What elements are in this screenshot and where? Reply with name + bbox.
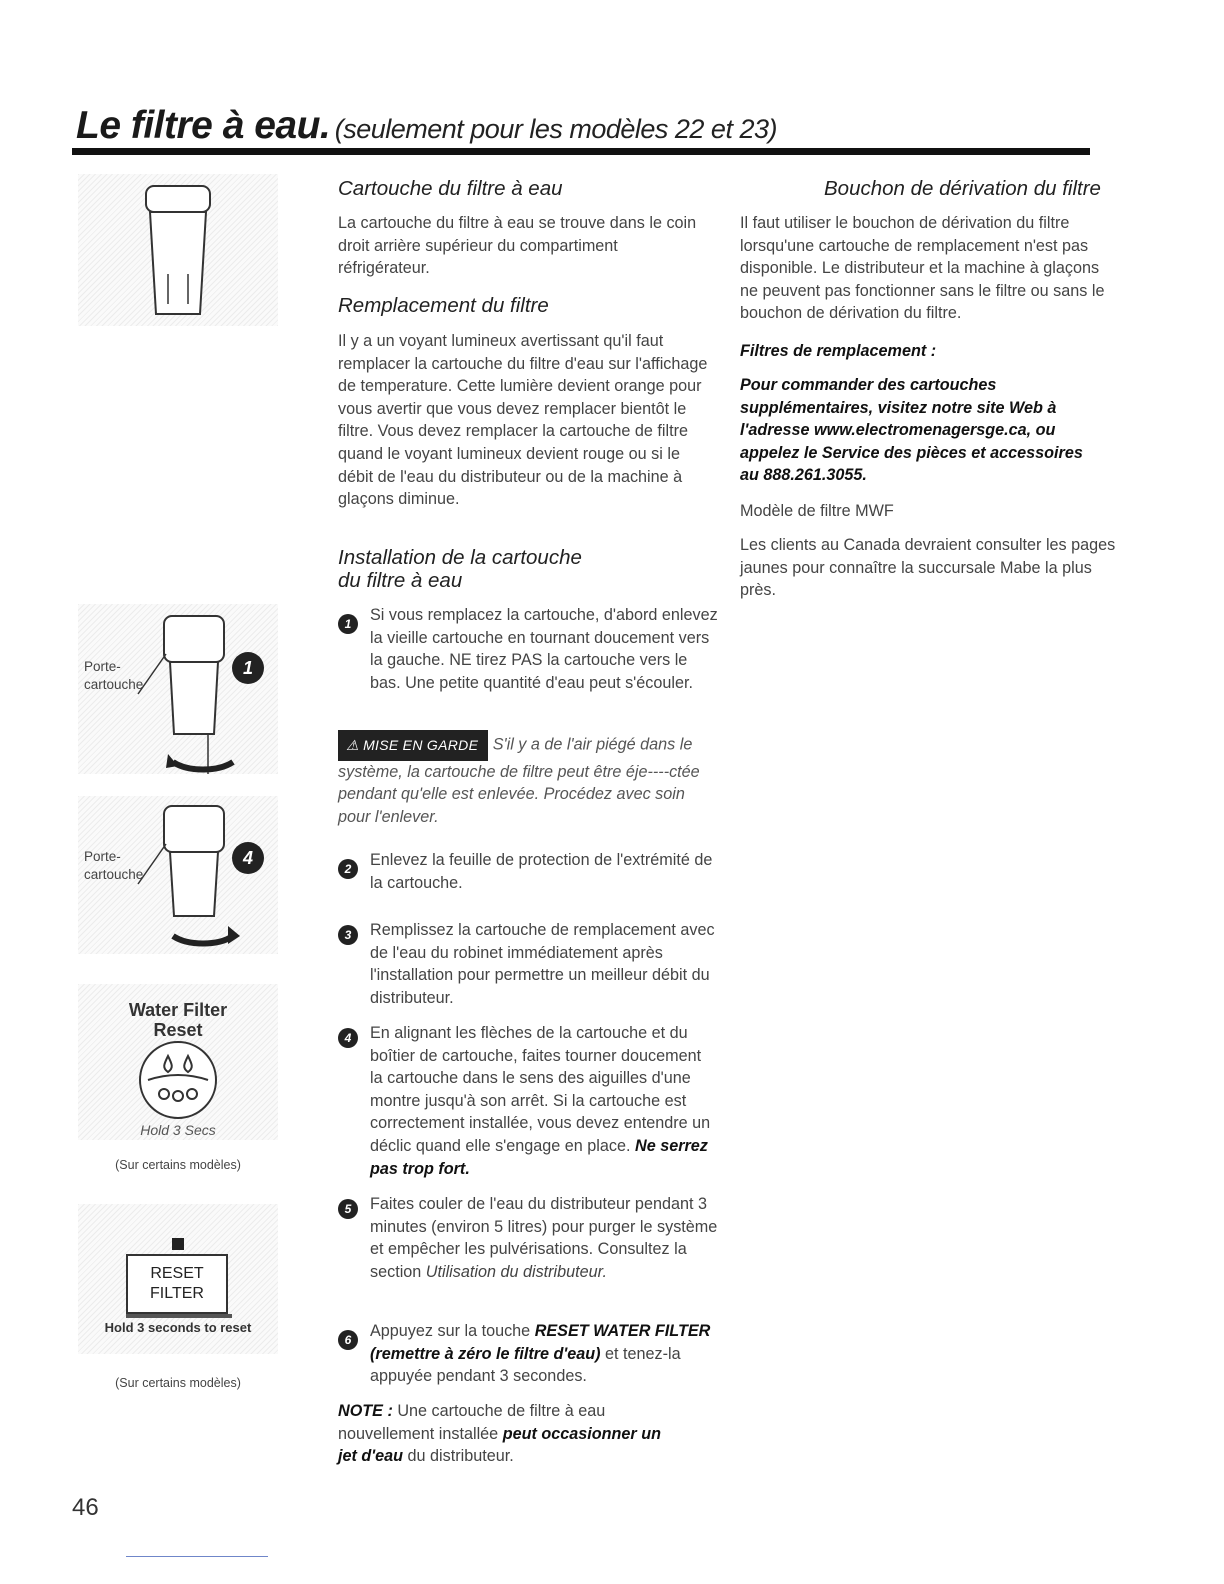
step-1-illustration	[78, 604, 278, 774]
step-4-illustration	[78, 796, 278, 954]
note-text-after: du distributeur.	[407, 1447, 514, 1466]
caption-some-models-1: (Sur certains modèles)	[115, 1158, 241, 1172]
step-2	[338, 849, 718, 894]
bouchon-text: Il faut utiliser le bouchon de dérivation du filtre lorsqu'une cartouche de remplacement n'est pas disponible. Le distributeur et la machine à glaçons ne peuvent pas fonctionner sans le filtre ou sans le bouchon de dérivation du filtre.	[740, 214, 1105, 323]
caution-text: S'il y a de l'air piégé dans le système, la cartouche de filtre peut être éje----ctée pendant qu'elle est enlevée. Procédez avec soin pour l'enlever.	[338, 735, 700, 826]
title-main: Le filtre à eau.	[76, 104, 331, 147]
step-5	[338, 1193, 718, 1283]
porte-cartouche-label-1: Porte-cartouche	[84, 659, 144, 692]
step-6-text-after: et tenez-la appuyée pendant 3 secondes.	[370, 1344, 681, 1386]
remplacement-text: Il y a un voyant lumineux avertissant qu'il faut remplacer la cartouche du filtre d'eau sur l'affichage de temperature. Cette lumière devient orange pour vous avertir que vous devez remplacer bientôt le filtre. Vous devez remplacer la cartouche de filtre quand le voyant lumineux devient rouge ou si le débit de l'eau du distributeur ou de la machine à glaçons diminue.	[338, 332, 708, 509]
caution-label-box	[338, 730, 488, 761]
note-text-before: Une cartouche de filtre à eau nouvellement installée	[338, 1402, 606, 1443]
water-filter-reset-illustration	[78, 984, 278, 1140]
water-filter-title-2: Reset	[153, 1020, 203, 1040]
water-filter-title-1: Water Filter	[128, 1000, 228, 1020]
step-1-badge: 1	[338, 614, 358, 634]
step-5-italic: Utilisation du distributeur.	[425, 1262, 607, 1281]
step-1	[338, 604, 718, 694]
step-1-badge-illus: 1	[232, 652, 264, 684]
filtres-heading: Filtres de remplacement :	[740, 342, 937, 360]
hold-3-seconds-to-reset: Hold 3 seconds to reset	[104, 1320, 252, 1335]
step-6-badge: 6	[338, 1330, 358, 1350]
installation-heading-line1: Installation de la cartouche	[338, 546, 582, 569]
hold-3-secs: Hold 3 Secs	[140, 1122, 216, 1138]
filter-label: FILTER	[150, 1285, 204, 1302]
step-3-text: Remplissez la cartouche de remplacement avec de l'eau du robinet immédiatement après l'installation pour permettre un meilleur débit du distributeur.	[370, 921, 715, 1007]
cartouche-heading: Cartouche du filtre à eau	[338, 177, 563, 200]
note-label: NOTE :	[338, 1402, 393, 1420]
step-4-badge-illus: 4	[232, 842, 264, 874]
cartridge-illustration	[78, 174, 278, 326]
step-2-text: Enlevez la feuille de protection de l'extrémité de la cartouche.	[370, 851, 713, 892]
model-text: Modèle de filtre MWF	[740, 502, 894, 520]
caution-label: MISE EN GARDE	[363, 737, 479, 753]
step-5-badge: 5	[338, 1199, 358, 1219]
note	[338, 1400, 668, 1468]
cartouche-text: La cartouche du filtre à eau se trouve dans le coin droit arrière supérieur du compartiment réfrigérateur.	[338, 214, 697, 278]
porte-cartouche-label-2: Porte-cartouche	[84, 849, 144, 882]
button-base	[126, 1314, 232, 1318]
bouchon-heading: Bouchon de dérivation du filtre	[824, 177, 1101, 200]
caption-some-models-2: (Sur certains modèles)	[115, 1376, 241, 1390]
remplacement-heading: Remplacement du filtre	[338, 294, 549, 317]
water-drops-icon	[128, 1040, 228, 1120]
step-3	[338, 919, 718, 1009]
step-6-text-before: Appuyez sur la touche	[370, 1322, 531, 1340]
caution	[338, 730, 714, 828]
step-1-text: Si vous remplacez la cartouche, d'abord enlevez la vieille cartouche en tournant doucement vers la gauche. NE tirez PAS la cartouche vers le bas. Une petite quantité d'eau peut s'écouler.	[370, 606, 718, 692]
step-3-badge: 3	[338, 925, 358, 945]
installation-heading-line2: du filtre à eau	[338, 569, 463, 592]
title-subtitle: (seulement pour les modèles 22 et 23)	[334, 114, 777, 144]
reset-filter-illustration	[78, 1204, 278, 1354]
cartridge-icon	[78, 174, 278, 326]
step-4	[338, 1022, 718, 1180]
step-4-text: En alignant les flèches de la cartouche et du boîtier de cartouche, faites tourner doucement la cartouche dans le sens des aiguilles d'une montre jusqu'à son arrêt. Si la cartouche est correctement installée, vous devez entendre un déclic quand elle s'engage en place.	[370, 1024, 711, 1155]
reset-label: RESET	[150, 1265, 204, 1282]
step-5-text: Faites couler de l'eau du distributeur pendant 3 minutes (environ 5 litres) pour purger le système et empêcher les pulvérisations. Consultez la section	[370, 1195, 718, 1281]
order-text: Pour commander des cartouches supplémentaires, visitez notre site Web à l'adresse www.electromenagersge.ca, ou appelez le Service des pièces et accessoires au 888.261.3055.	[740, 376, 1083, 485]
indicator-light-icon	[172, 1238, 184, 1250]
canada-text: Les clients au Canada devraient consulter les pages jaunes pour connaître la succursale Mabe la plus près.	[740, 536, 1116, 600]
step-6	[338, 1320, 718, 1388]
warning-icon: ⚠	[346, 737, 359, 753]
step-4-badge: 4	[338, 1028, 358, 1048]
page-title	[76, 104, 777, 148]
footer-line	[126, 1556, 268, 1557]
note-emphasis: peut occasionner un jet d'eau	[338, 1424, 661, 1466]
step-2-badge: 2	[338, 859, 358, 879]
step-4-emphasis: Ne serrez pas trop fort.	[370, 1136, 708, 1178]
step-6-emphasis: RESET WATER FILTER (remettre à zéro le filtre d'eau)	[370, 1322, 711, 1363]
installation-heading	[338, 546, 718, 592]
title-rule	[72, 148, 1090, 155]
page-number: 46	[72, 1494, 99, 1521]
